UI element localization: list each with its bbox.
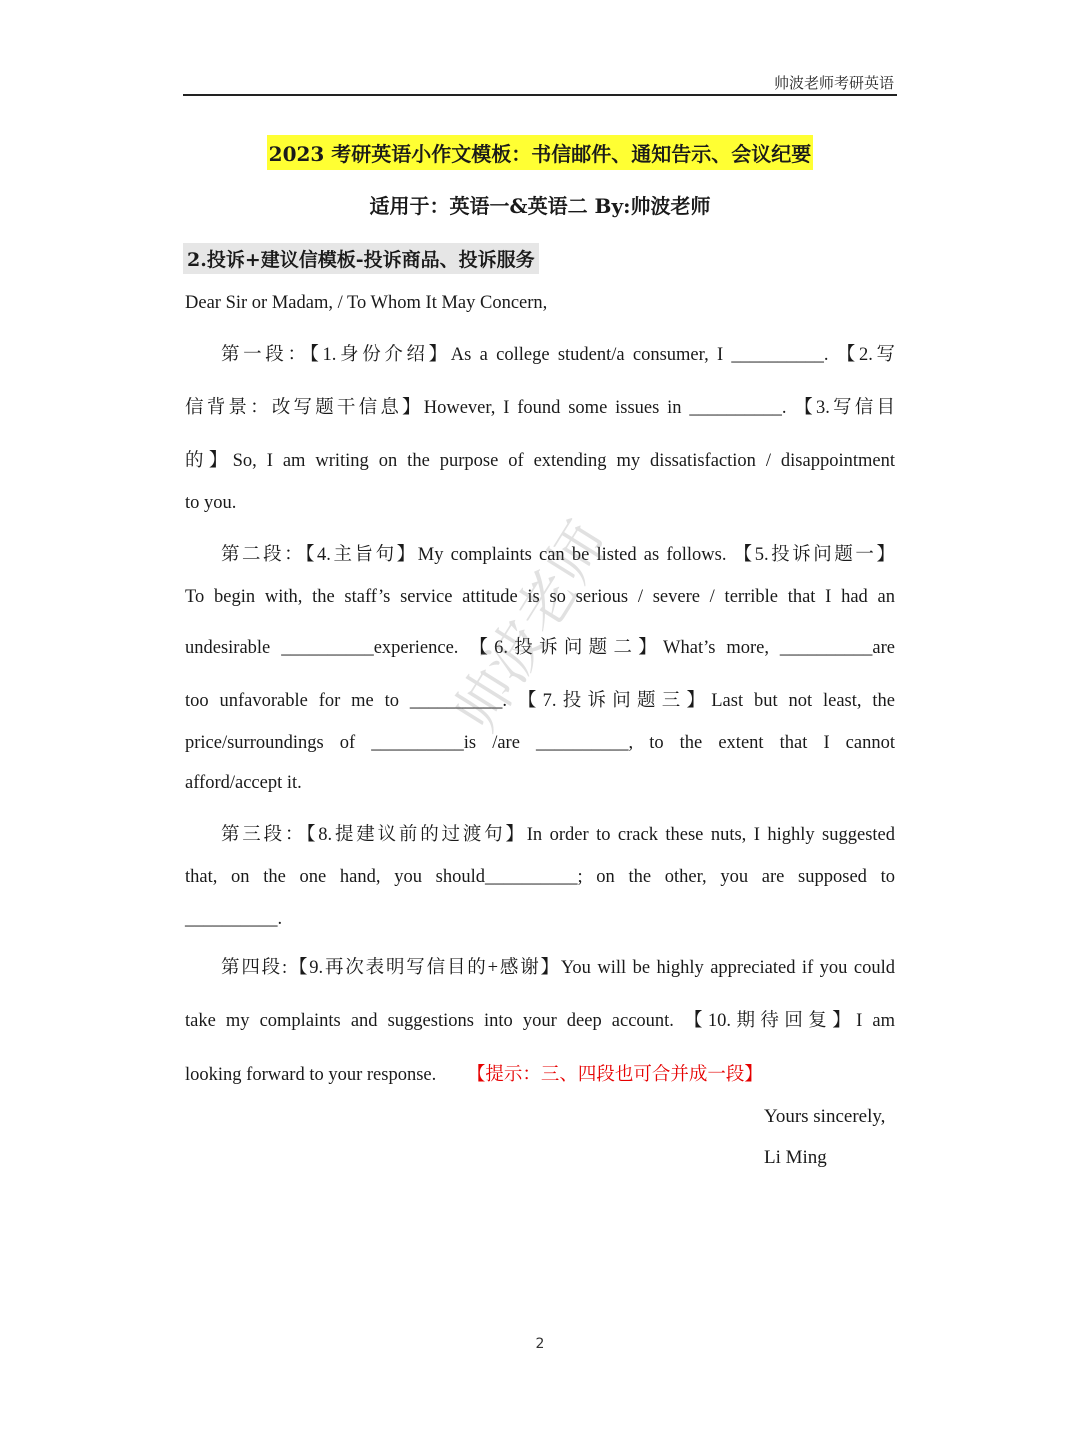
p2-line-6: afford/accept it. xyxy=(185,773,302,793)
p1-line-3: 的】So, I am writing on the purpose of extending my dissatisfaction / disappointment xyxy=(185,451,895,471)
p2-line-4: too unfavorable for me to __________. 【7.投诉问题三】Last but not least, the xyxy=(185,691,895,711)
signature: Li Ming xyxy=(764,1147,827,1168)
p4-line-3 xyxy=(185,1060,895,1086)
p4-line-2: take my complaints and suggestions into your deep account. 【10.期待回复】I am xyxy=(185,1011,895,1031)
p4-line-3-text: looking forward to your response. xyxy=(185,1065,437,1085)
header-brand: 帅波老师考研英语 xyxy=(773,74,894,92)
p2-line-2: To begin with, the staff’s service attitude is so serious / severe / terrible that I had an xyxy=(185,587,895,607)
p3-line-1: 第三段：【8.提建议前的过渡句】In order to crack these nuts, I highly suggested xyxy=(221,825,895,845)
p4-line-1: 第四段:【9.再次表明写信目的+感谢】You will be highly appreciated if you could xyxy=(221,958,895,978)
p2-line-3: undesirable __________experience. 【6.投诉问题二】What’s more, __________are xyxy=(185,638,895,658)
section-heading: 2.投诉+建议信模板-投诉商品、投诉服务 xyxy=(183,243,539,274)
p2-line-5: price/surroundings of __________is /are __________, to the extent that I cannot xyxy=(185,733,895,753)
watermark: 帅波老师 xyxy=(441,510,622,743)
title-container xyxy=(0,135,1080,170)
tip-note: 【提示：三、四段也可合并成一段】 xyxy=(466,1065,763,1085)
p2-line-1: 第二段：【4.主旨句】My complaints can be listed as follows. 【5.投诉问题一】 xyxy=(221,545,895,565)
document-title: 2023 考研英语小作文模板：书信邮件、通知告示、会议纪要 xyxy=(267,135,814,170)
p3-line-2: that, on the one hand, you should__________; on the other, you are supposed to xyxy=(185,867,895,887)
p1-line-4: to you. xyxy=(185,493,237,513)
header-rule xyxy=(183,94,897,96)
closing: Yours sincerely, xyxy=(764,1106,886,1127)
page-number: 2 xyxy=(535,1336,545,1352)
document-subtitle: 适用于：英语一&英语二 By:帅波老师 xyxy=(369,194,711,218)
p3-line-3: __________. xyxy=(185,909,283,929)
salutation: Dear Sir or Madam, / To Whom It May Concern, xyxy=(185,293,548,313)
p1-line-2: 信背景：改写题干信息】However, I found some issues in __________. 【3.写信目 xyxy=(185,398,895,418)
p1-line-1: 第一段：【1.身份介绍】As a college student/a consumer, I __________. 【2.写 xyxy=(221,345,895,365)
